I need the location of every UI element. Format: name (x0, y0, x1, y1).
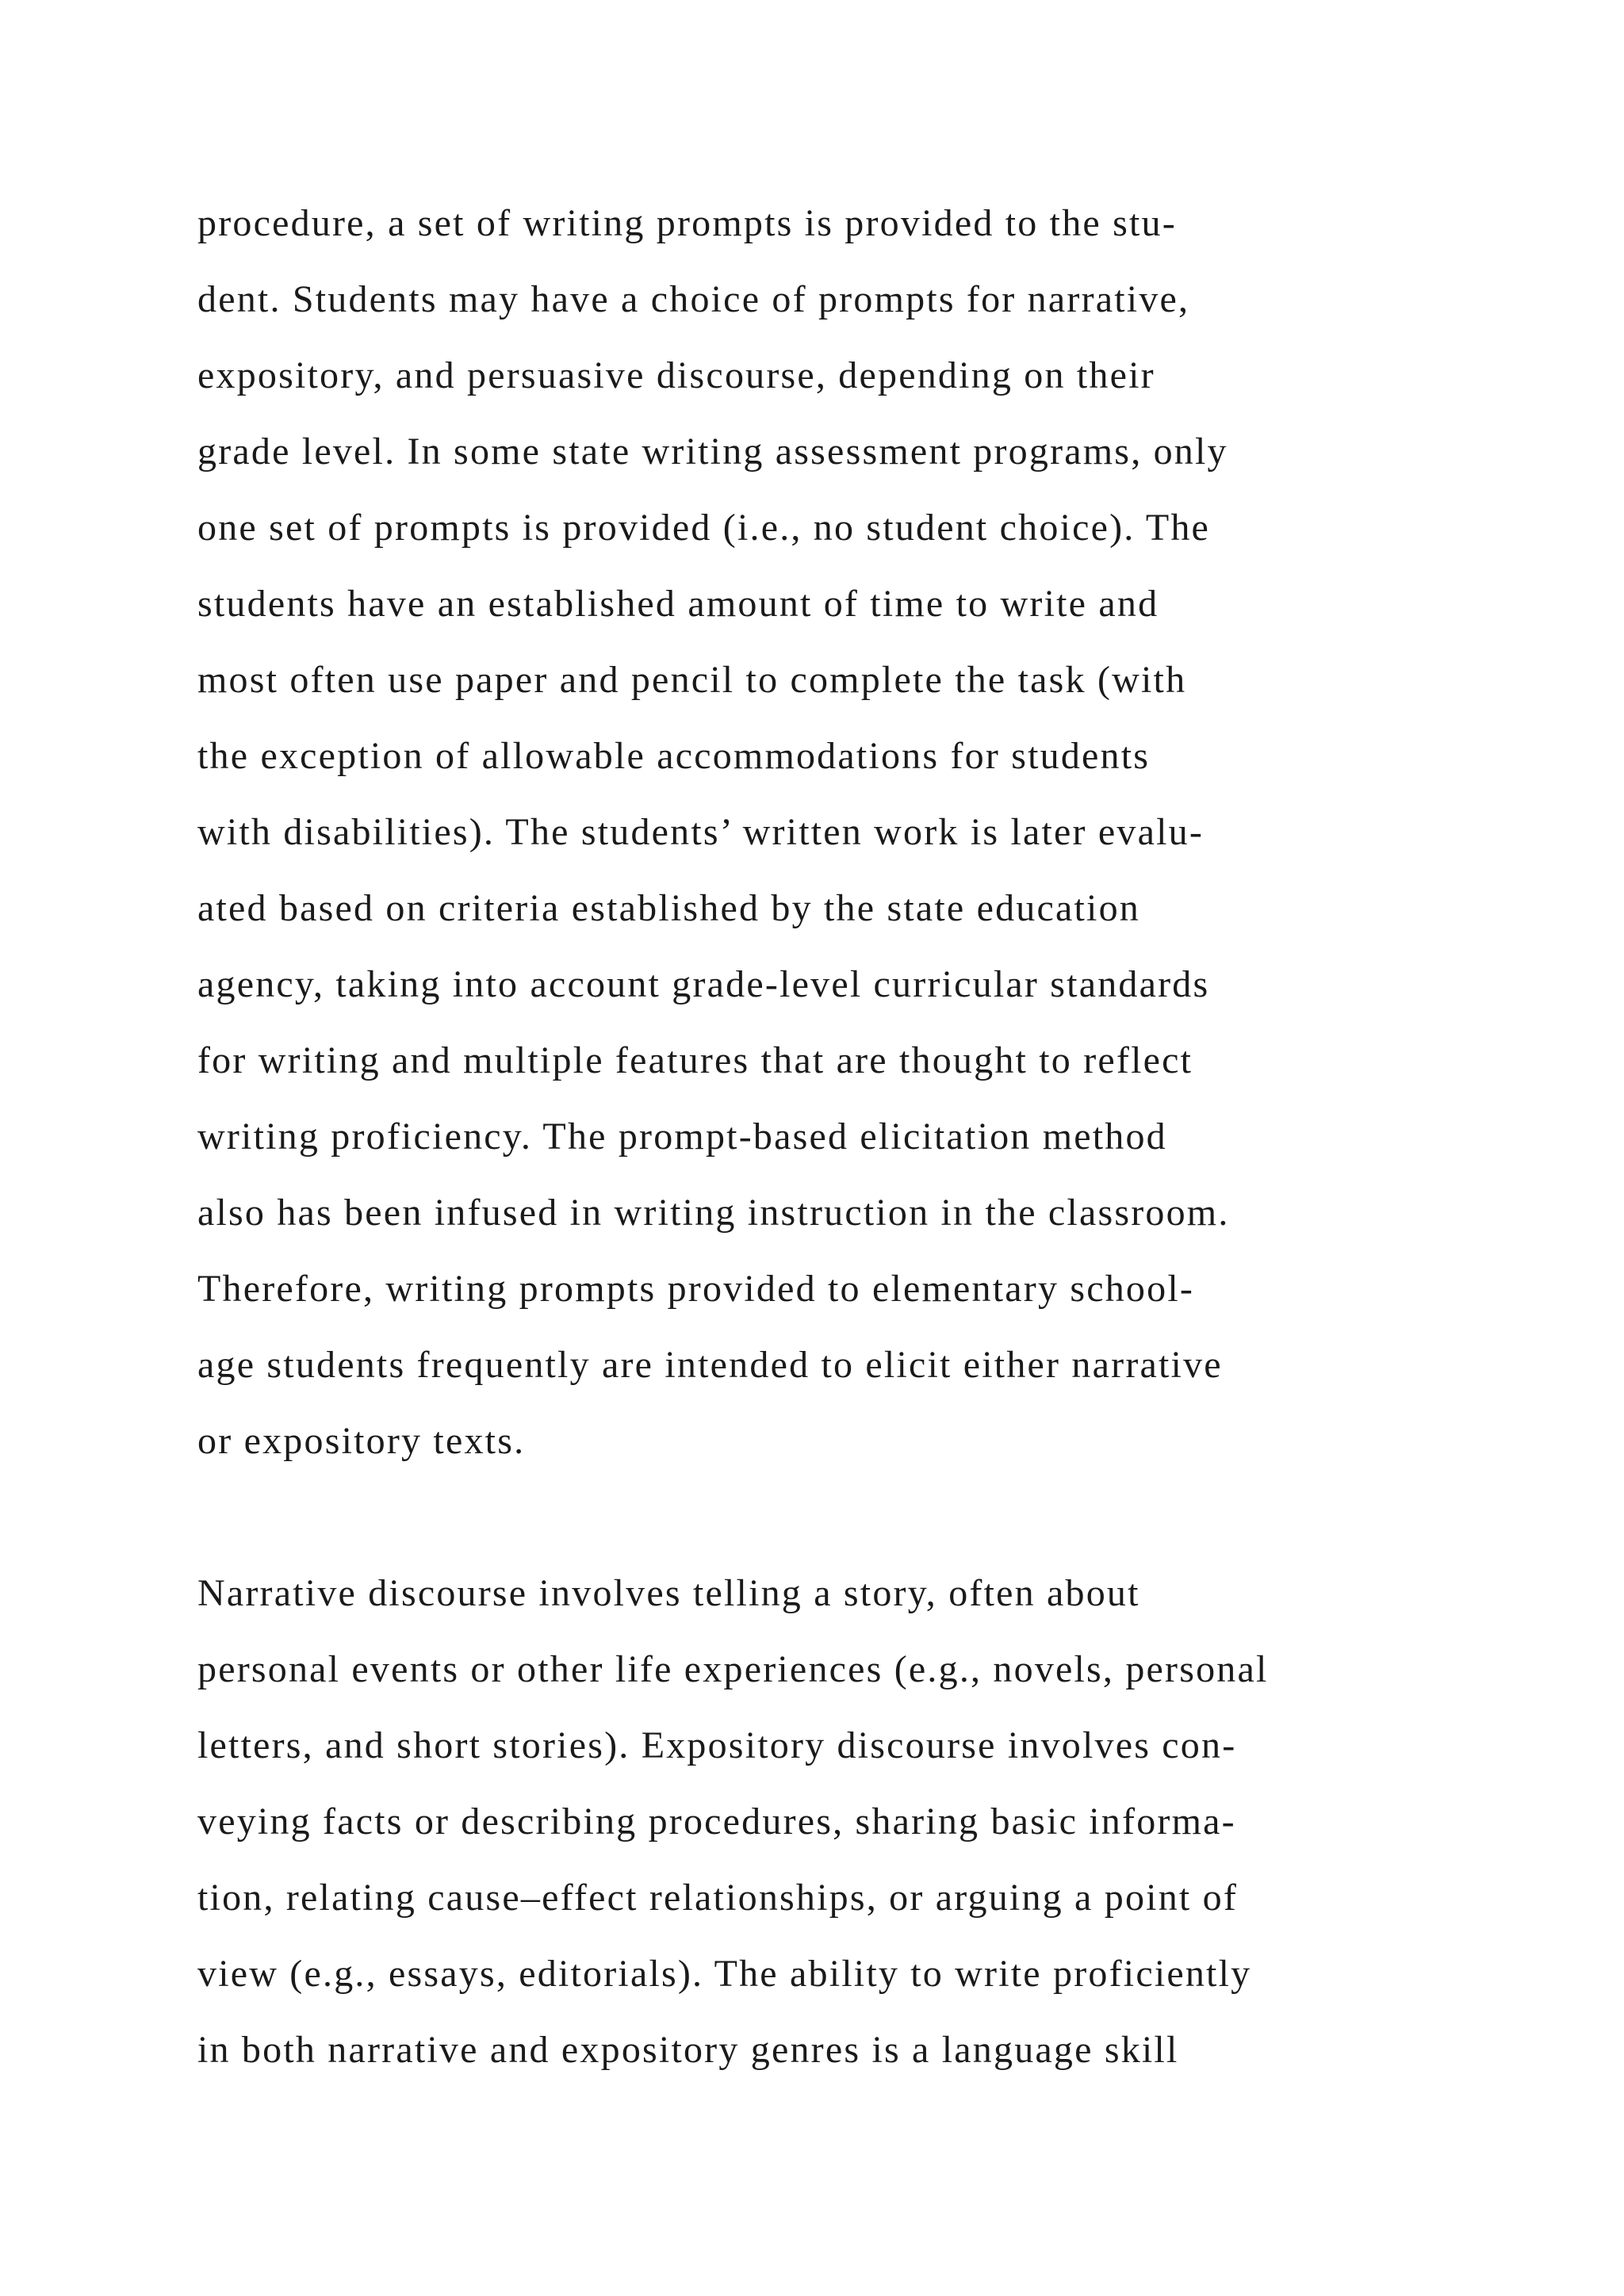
text-line: agency, taking into account grade-level curricular standards (197, 963, 1210, 1005)
paragraph-2 (197, 1556, 1482, 2088)
text-line: students have an established amount of time to write and (197, 583, 1159, 625)
text-line: Therefore, writing prompts provided to elementary school- (197, 1268, 1195, 1310)
text-line: procedure, a set of writing prompts is provided to the stu- (197, 202, 1177, 244)
text-line: writing proficiency. The prompt-based elicitation method (197, 1115, 1167, 1158)
text-line: or expository texts. (197, 1420, 526, 1462)
text-line: veying facts or describing procedures, sharing basic informa- (197, 1800, 1236, 1843)
text-line: dent. Students may have a choice of prompts for narrative, (197, 278, 1190, 320)
text-line: view (e.g., essays, editorials). The ability to write proficiently (197, 1953, 1252, 1995)
text-line: expository, and persuasive discourse, depending on their (197, 354, 1155, 396)
text-line: also has been infused in writing instruction in the classroom. (197, 1192, 1230, 1234)
text-line: Narrative discourse involves telling a story, often about (197, 1572, 1140, 1614)
text-line: for writing and multiple features that are thought to reflect (197, 1039, 1193, 1081)
text-line: in both narrative and expository genres is a language skill (197, 2029, 1179, 2071)
text-line: grade level. In some state writing assessment programs, only (197, 430, 1228, 473)
text-line: personal events or other life experiences (e.g., novels, personal (197, 1648, 1269, 1690)
text-line: with disabilities). The students’ written work is later evalu- (197, 811, 1205, 853)
text-line: ated based on criteria established by the state education (197, 887, 1140, 929)
text-line: one set of prompts is provided (i.e., no student choice). The (197, 507, 1211, 549)
text-line: age students frequently are intended to elicit either narrative (197, 1344, 1223, 1386)
text-line: the exception of allowable accommodations for students (197, 735, 1151, 777)
text-line: letters, and short stories). Expository discourse involves con- (197, 1724, 1237, 1766)
paragraph-1 (197, 186, 1482, 1479)
text-line: tion, relating cause–effect relationships, or arguing a point of (197, 1877, 1239, 1919)
text-line: most often use paper and pencil to complete the task (with (197, 659, 1187, 701)
